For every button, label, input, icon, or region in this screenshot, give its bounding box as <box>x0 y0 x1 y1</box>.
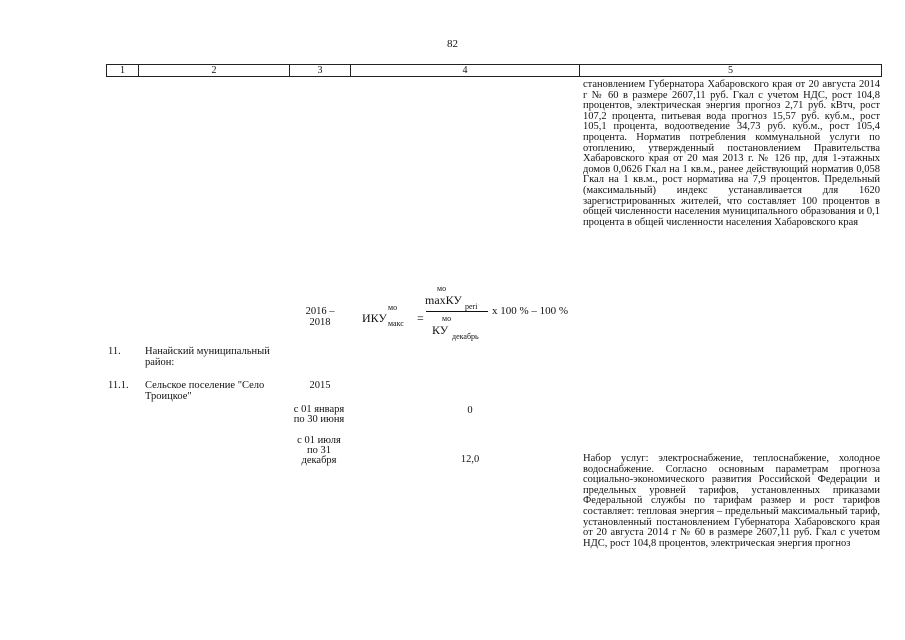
header-cell: 3 <box>290 65 351 76</box>
row-name: Нанайский муниципальный район: <box>145 346 270 368</box>
row-period: 2015 <box>309 380 331 391</box>
sub-row-value: 0 <box>467 405 473 416</box>
fraction-bar <box>426 311 488 312</box>
formula-den-sup: мо <box>442 314 452 323</box>
formula-equals: = <box>417 311 424 325</box>
services-text: Набор услуг: электроснабжение, теплоснабжение, холодное водоснабжение. Согласно основным параметрам прогноза социально-экономического развития Российской Федерации и предельных уровней тарифов, установленных приказами Федеральной службы по тарифам размер и рост тарифов составляет: тепловая энергия – предельный максимальный тариф, установленный постановлением Губернатора Хабаровского края от 20 августа 2014 г № 60 в размере 2607,11 руб. Гкал с учетом НДС, рост 104,8 процентов, электрическая энергия прогноз <box>583 453 880 549</box>
formula-num-sub: peri <box>465 302 478 311</box>
formula-period: 2016 – 2018 <box>305 306 335 328</box>
formula-numerator: maxКУ <box>425 293 462 307</box>
sub-row-value: 12,0 <box>460 454 480 465</box>
sub-row-period: с 01 июля по 31 декабря <box>297 435 341 467</box>
formula-lhs: ИКУ <box>362 311 387 325</box>
formula-lhs-sup: мо <box>388 303 398 312</box>
row-number: 11. <box>108 346 121 357</box>
page-number: 82 <box>447 38 458 50</box>
continuation-text: становлением Губернатора Хабаровского края от 20 августа 2014 г № 60 в размере 2607,11 руб. Гкал с учетом НДС, рост 104,8 процентов, электрическая энергия прогноз 2,71 руб. кВтч, рост 107,2 процента, питьевая вода прогноз 15,57 руб. куб.м., рост 105,1 процента, водоотведение 34,73 руб. куб.м., рост 105,4 процента. Норматив потребления коммунальной услуги по отоплению, утвержденный постановлением Правительства Хабаровского края от 20 мая 2013 г. № 126 пр, для 1-этажных домов 0,0626 Гкал на 1 кв.м., ранее действующий норматив 0,058 Гкал на 1 кв.м., рост норматива на 7,9 процентов. Предельный (максимальный) индекс устанавливается для 1620 зарегистрированных жителей, что составляет 100 процентов в общей численности населения муниципального образования и 0,1 процента в общей численности населения Хабаровского края <box>583 79 880 228</box>
table-header-row <box>106 64 882 77</box>
formula-den-sub: декабрь <box>452 332 479 341</box>
header-cell: 5 <box>728 65 733 76</box>
formula-num-sup: мо <box>437 284 447 293</box>
header-cell: 2 <box>139 65 290 76</box>
formula-tail: x 100 % – 100 % <box>492 305 569 317</box>
row-name: Сельское поселение "Село Троицкое" <box>145 380 265 402</box>
header-cell: 4 <box>351 65 580 76</box>
header-cell: 1 <box>107 65 139 76</box>
index-formula <box>362 284 592 352</box>
row-number: 11.1. <box>108 380 129 391</box>
formula-lhs-sub: макс <box>388 319 404 328</box>
sub-row-period: с 01 января по 30 июня <box>293 404 345 426</box>
formula-denominator: КУ <box>432 323 449 337</box>
